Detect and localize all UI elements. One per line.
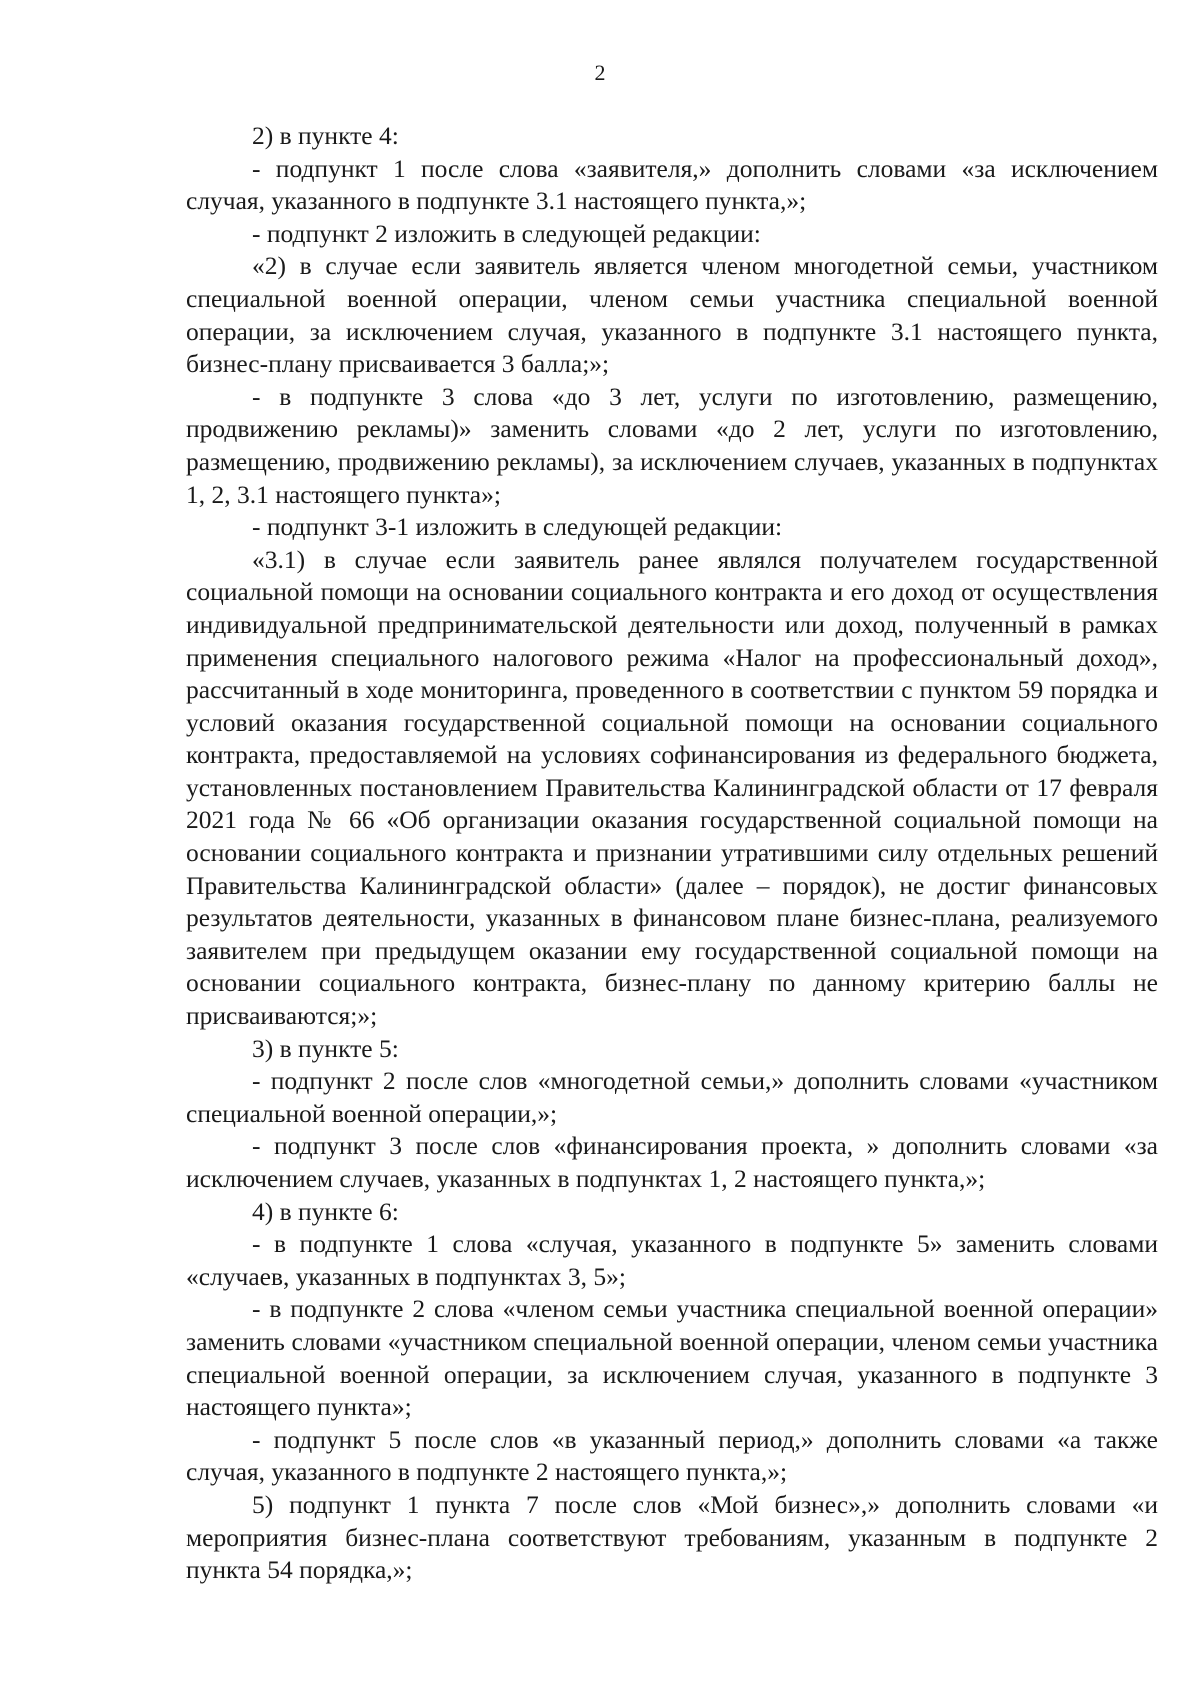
paragraph-subitem-1-amendment: - подпункт 1 после слова «заявителя,» дополнить словами «за исключением случая, указанного в подпункте 3.1 настоящего пункта,»; bbox=[186, 153, 1158, 216]
paragraph-subitem-3-1-intro: - подпункт 3-1 изложить в следующей редакции: bbox=[252, 512, 783, 542]
paragraph-subitem-2-text: «2) в случае если заявитель является членом многодетной семьи, участником специальной военной операции, членом семьи участника специальной военной операции, за исключением случая, указанного в подпункте 3.1 настоящего пункта, бизнес-плану присваивается 3 балла;»; bbox=[186, 251, 1158, 379]
paragraph-item-5-subitem-3: - подпункт 3 после слов «финансирования проекта, » дополнить словами «за исключением случаев, указанных в подпунктах 1, 2 настоящего пункта,»; bbox=[186, 1131, 1158, 1193]
paragraph-item-5-subitem-2: - подпункт 2 после слов «многодетной семьи,» дополнить словами «участником специальной военной операции,»; bbox=[186, 1066, 1158, 1128]
page-number: 2 bbox=[594, 60, 606, 85]
paragraph-item-5-heading: 3) в пункте 5: bbox=[252, 1033, 399, 1063]
paragraph-subitem-3-amendment: - в подпункте 3 слова «до 3 лет, услуги по изготовлению, размещению, продвижению рекламы)» заменить словами «до 2 лет, услуги по изготовлению, размещению, продвижению рекламы), за исключением случаев, указанных в подпунктах 1, 2, 3.1 настоящего пункта»; bbox=[186, 381, 1158, 509]
document-body bbox=[186, 120, 1158, 1587]
paragraph-item-6-subitem-5: - подпункт 5 после слов «в указанный период,» дополнить словами «а также случая, указанного в подпункте 2 настоящего пункта,»; bbox=[186, 1424, 1158, 1487]
paragraph-item-7-amendment: 5) подпункт 1 пункта 7 после слов «Мой бизнес»,» дополнить словами «и мероприятия бизнес-плана соответствуют требованиям, указанным в подпункте 2 пункта 54 порядка,»; bbox=[186, 1489, 1158, 1585]
paragraph-subitem-2-intro: - подпункт 2 изложить в следующей редакции: bbox=[252, 218, 761, 248]
paragraph-subitem-3-1-text: «3.1) в случае если заявитель ранее являлся получателем государственной социальной помощи на основании социального контракта и его доход от осуществления индивидуальной предпринимательской деятельности или доход, полученный в рамках применения специального налогового режима «Налог на профессиональный доход», рассчитанный в ходе мониторинга, проведенного в соответствии с пунктом 59 порядка и условий оказания государственной социальной помощи на основании социального контракта, предоставляемой на условиях софинансирования из федерального бюджета, установленных постановлением Правительства Калининградской области от 17 февраля 2021 года № 66 «Об организации оказания государственной социальной помощи на основании социального контракта и признании утратившими силу отдельных решений Правительства Калининградской области» (далее – порядок), не достиг финансовых результатов деятельности, указанных в финансовом плане бизнес-плана, реализуемого заявителем при предыдущем оказании ему государственной социальной помощи на основании социального контракта, бизнес-плану по данному критерию баллы не присваиваются;»; bbox=[186, 544, 1158, 1031]
paragraph-item-6-subitem-2: - в подпункте 2 слова «членом семьи участника специальной военной операции» заменить словами «участником специальной военной операции, членом семьи участника специальной военной операции, за исключением случая, указанного в подпункте 3 настоящего пункта»; bbox=[186, 1294, 1158, 1422]
paragraph-item-4-heading: 2) в пункте 4: bbox=[252, 121, 399, 150]
paragraph-item-6-heading: 4) в пункте 6: bbox=[252, 1196, 399, 1226]
paragraph-item-6-subitem-1: - в подпункте 1 слова «случая, указанного в подпункте 5» заменить словами «случаев, указанных в подпунктах 3, 5»; bbox=[186, 1229, 1158, 1291]
